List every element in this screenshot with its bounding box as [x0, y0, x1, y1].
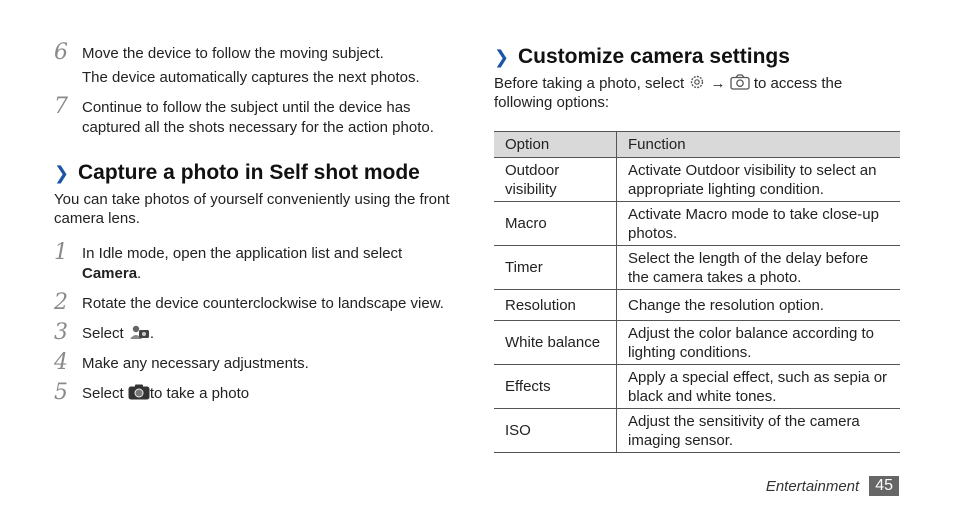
step-number: 4 — [54, 350, 68, 375]
table-row — [494, 202, 900, 246]
function-cell: Adjust the color balance according to lighting conditions. — [617, 321, 901, 365]
step-number: 6 — [54, 40, 68, 65]
table-header-row — [494, 132, 900, 158]
section-heading-text: Customize camera settings — [518, 45, 790, 68]
table-row — [494, 290, 900, 321]
step-text-main: Select — [82, 385, 124, 402]
column-header-option: Option — [494, 132, 617, 158]
step-text-main: In Idle mode, open the application list and select — [82, 245, 403, 262]
step-text: Move the device to follow the moving subject. — [82, 45, 384, 62]
gear-icon — [688, 74, 706, 89]
intro-before: Before taking a photo, select — [494, 75, 685, 92]
step-text: Continue to follow the subject until the device has captured all the shots necessary for the action photo. — [82, 99, 434, 136]
function-cell: Activate Outdoor visibility to select an appropriate lighting condition. — [617, 158, 901, 202]
chevron-right-icon: ❯ — [494, 47, 510, 67]
section-intro — [494, 74, 900, 112]
option-cell: Outdoor visibility — [494, 158, 617, 202]
table-row — [494, 321, 900, 365]
table-row — [494, 246, 900, 290]
section-heading-text: Capture a photo in Self shot mode — [78, 161, 420, 184]
step-text: Make any necessary adjustments. — [82, 355, 309, 372]
camera-icon — [730, 74, 750, 89]
step-6 — [54, 40, 464, 88]
section-heading — [54, 160, 464, 186]
step-number: 2 — [54, 290, 68, 315]
arrow-text: → — [710, 75, 726, 92]
step-number: 1 — [54, 240, 68, 265]
option-cell: Macro — [494, 202, 617, 246]
step-number: 5 — [54, 380, 68, 405]
step-end: . — [137, 265, 142, 282]
table-row — [494, 158, 900, 202]
option-cell: Effects — [494, 365, 617, 409]
self-shot-icon — [128, 324, 150, 339]
step-number: 3 — [54, 320, 68, 345]
step-4 — [54, 350, 464, 375]
step-end: . — [149, 325, 155, 342]
step-text-main: Select — [82, 325, 124, 342]
option-cell: Resolution — [494, 290, 617, 321]
option-cell: White balance — [494, 321, 617, 365]
left-column — [54, 40, 464, 414]
step-text: Rotate the device counterclockwise to landscape view. — [82, 295, 444, 312]
camera-shutter-icon — [128, 384, 150, 399]
column-header-function: Function — [617, 132, 901, 158]
function-cell: Select the length of the delay before the camera takes a photo. — [617, 246, 901, 290]
section-heading — [494, 44, 900, 70]
page-number: 45 — [869, 476, 899, 496]
right-column — [494, 44, 900, 453]
step-5 — [54, 380, 464, 405]
section-intro: You can take photos of yourself conveniently using the front camera lens. — [54, 191, 450, 227]
step-2 — [54, 290, 464, 315]
step-text — [82, 324, 464, 344]
step-text — [82, 384, 464, 404]
table-row — [494, 365, 900, 409]
footer-section-label: Entertainment — [765, 477, 860, 495]
option-cell: ISO — [494, 409, 617, 453]
options-table — [494, 131, 900, 453]
step-text — [82, 244, 464, 284]
step-bold-term: Camera — [82, 265, 138, 282]
step-3 — [54, 320, 464, 345]
chevron-right-icon: ❯ — [54, 163, 70, 183]
step-7 — [54, 94, 464, 138]
step-end: to take a photo — [149, 385, 250, 402]
table-row — [494, 409, 900, 453]
step-subtext: The device automatically captures the next photos. — [82, 69, 420, 86]
step-number: 7 — [54, 94, 68, 119]
function-cell: Activate Macro mode to take close-up photos. — [617, 202, 901, 246]
function-cell: Change the resolution option. — [617, 290, 901, 321]
step-1 — [54, 240, 464, 284]
page-footer — [766, 476, 899, 496]
intro-after: to access the following options: — [494, 75, 843, 111]
option-cell: Timer — [494, 246, 617, 290]
function-cell: Apply a special effect, such as sepia or black and white tones. — [617, 365, 901, 409]
function-cell: Adjust the sensitivity of the camera imaging sensor. — [617, 409, 901, 453]
